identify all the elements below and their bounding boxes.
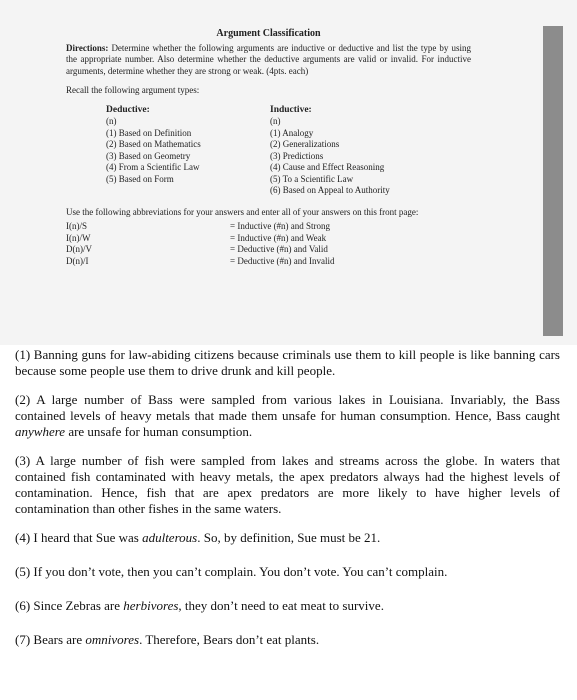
question-7-text: (7) Bears are: [15, 632, 86, 647]
recall-line: Recall the following argument types:: [66, 85, 200, 95]
question-7: [15, 632, 560, 648]
deductive-item: (2) Based on Mathematics: [106, 139, 201, 149]
inductive-item: (5) To a Scientific Law: [270, 173, 354, 184]
abbreviations-table: [66, 221, 471, 267]
inductive-n: (n): [270, 116, 281, 126]
question-3: (3) A large number of fish were sampled from lakes and streams across the globe. In waters that contained fish contaminated with heavy metals, the apex predators always had the highest levels of contamination. Hence, fish that are apex predators are more likely to have higher levels of contamination than other fishes in the same waters.: [15, 453, 560, 516]
question-6-emphasis: herbivores: [123, 598, 179, 613]
inductive-item: (3) Predictions: [270, 150, 324, 161]
question-4-text: (4) I heard that Sue was: [15, 530, 143, 545]
scrollbar[interactable]: [543, 26, 563, 336]
deductive-item: (3) Based on Geometry: [106, 150, 191, 161]
question-7-emphasis: omnivores: [85, 632, 140, 647]
question-2-text-end: are unsafe for human consumption.: [65, 424, 253, 439]
page-title: Argument Classification: [216, 28, 321, 39]
deductive-heading: Deductive:: [106, 104, 150, 115]
abbreviation-meaning: = Deductive (#n) and Invalid: [230, 255, 335, 266]
question-6-text-end: , they don’t need to eat meat to survive.: [178, 598, 384, 613]
question-5: (5) If you don’t vote, then you can’t complain. You don’t vote. You can’t complain.: [15, 564, 448, 579]
question-2-text: (2) A large number of Bass were sampled from various lakes in Louisiana. Invariably, the Bass contained levels of heavy metals that made them unsafe for human consumption. Hence, Bass caught: [15, 392, 560, 423]
inductive-item: (1) Analogy: [270, 127, 314, 138]
directions-label: Directions:: [66, 42, 109, 53]
question-7-text-end: . Therefore, Bears don’t eat plants.: [139, 632, 320, 647]
abbreviation-meanings: [230, 221, 450, 267]
deductive-item: (4) From a Scientific Law: [106, 162, 200, 172]
question-list: [15, 347, 560, 661]
deductive-item: (5) Based on Form: [106, 173, 174, 184]
abbreviation-code: I(n)/S: [66, 221, 87, 231]
abbreviation-meaning: = Inductive (#n) and Strong: [230, 221, 331, 231]
abbreviation-code: D(n)/I: [66, 255, 89, 266]
abbreviation-code: D(n)/V: [66, 244, 92, 254]
abbreviation-meaning: = Deductive (#n) and Valid: [230, 244, 328, 254]
question-4: [15, 530, 560, 546]
abbreviations-intro: Use the following abbreviations for your answers and enter all of your answers on this front page:: [66, 206, 419, 217]
question-4-emphasis: adulterous: [142, 530, 198, 545]
inductive-column: [270, 105, 470, 197]
worksheet-content: [66, 28, 471, 267]
inductive-item: (2) Generalizations: [270, 139, 340, 149]
question-2: [15, 392, 560, 440]
inductive-item: (4) Cause and Effect Reasoning: [270, 162, 385, 172]
deductive-item: (1) Based on Definition: [106, 127, 192, 138]
directions-text: Determine whether the following arguments are inductive or deductive and list the type by using the appropriate number. Also determine whether the deductive arguments are valid or invalid. For inductive arguments, determine whether they are strong or weak. (4pts. each): [66, 42, 472, 76]
deductive-column: [106, 105, 270, 197]
question-1: (1) Banning guns for law-abiding citizens because criminals use them to kill people is like banning cars because some people use them to drive drunk and kill people.: [15, 347, 560, 378]
abbreviation-code: I(n)/W: [66, 232, 91, 243]
inductive-item: (6) Based on Appeal to Authority: [270, 185, 390, 195]
question-2-emphasis: anywhere: [15, 424, 66, 439]
question-4-text-end: . So, by definition, Sue must be 21.: [197, 530, 381, 545]
question-6: [15, 598, 560, 614]
abbreviation-codes: [66, 221, 230, 267]
question-6-text: (6) Since Zebras are: [15, 598, 124, 613]
deductive-n: (n): [106, 116, 117, 126]
worksheet-image: [0, 0, 577, 345]
abbreviation-meaning: = Inductive (#n) and Weak: [230, 232, 327, 243]
argument-types: [106, 105, 471, 197]
inductive-heading: Inductive:: [270, 104, 312, 115]
directions: [66, 43, 471, 78]
